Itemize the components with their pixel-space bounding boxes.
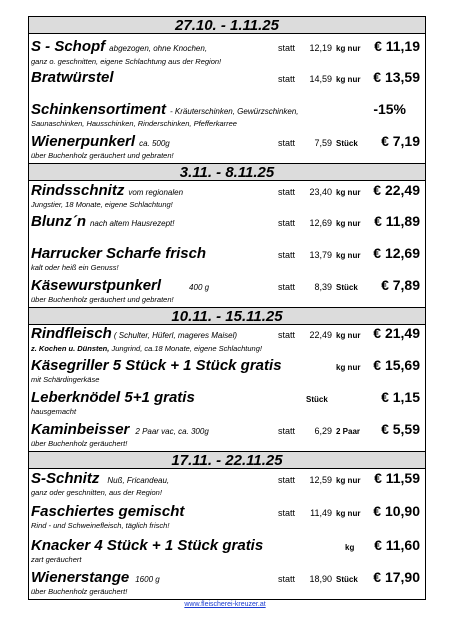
item-name: Blunz´n nach altem Hausrezept! bbox=[31, 213, 175, 230]
offer-price: € 11,89 bbox=[374, 213, 420, 229]
old-price: 13,79 bbox=[309, 250, 332, 260]
unit-label: kg nur bbox=[336, 251, 361, 260]
unit-label: kg nur bbox=[336, 509, 361, 518]
statt-label: statt bbox=[278, 218, 296, 228]
old-price: 22,49 bbox=[309, 330, 332, 340]
unit-label: Stück bbox=[336, 139, 358, 148]
item-name: Rindfleisch ( Schulter, Hüferl, mageres Maisel) bbox=[31, 325, 238, 342]
old-price: 11,49 bbox=[310, 508, 332, 518]
unit-label: kg nur bbox=[336, 219, 361, 228]
unit-label: Stück bbox=[336, 575, 358, 584]
item-subtext: mit Schärdingerkäse bbox=[31, 375, 100, 384]
old-price: 12,69 bbox=[309, 218, 332, 228]
item-name: Harrucker Scharfe frisch bbox=[31, 245, 207, 262]
item-name: Schinkensortiment - Kräuterschinken, Gewürzschinken, bbox=[31, 101, 299, 118]
item-subtext: Rind - und Schweinefleisch, täglich frisch! bbox=[31, 521, 170, 530]
item-name: Knacker 4 Stück + 1 Stück gratis bbox=[31, 537, 264, 554]
item-subtext: ganz o. geschnitten, eigene Schlachtung aus der Region! bbox=[31, 57, 222, 66]
unit-label: kg nur bbox=[336, 75, 361, 84]
statt-label: statt bbox=[278, 138, 296, 148]
item-subtext: zart geräuchert bbox=[31, 555, 82, 564]
old-price: 6,29 bbox=[314, 426, 332, 436]
offer-price: € 11,59 bbox=[374, 470, 420, 486]
statt-label: statt bbox=[278, 574, 296, 584]
week-header-4: 17.11. - 22.11.25 bbox=[28, 451, 426, 469]
unit-label: kg nur bbox=[336, 363, 361, 372]
offer-price: € 10,90 bbox=[373, 503, 420, 519]
offer-price: € 21,49 bbox=[373, 325, 420, 341]
statt-label: statt bbox=[278, 187, 296, 197]
item-name: Wienerstange 1600 g bbox=[31, 569, 160, 586]
item-name: Leberknödel 5+1 gratis bbox=[31, 389, 195, 406]
item-subtext: über Buchenholz geräuchert und gebraten! bbox=[31, 151, 174, 160]
item-subtext: z. Kochen u. Dünsten, Jungrind, ca.18 Monate, eigene Schlachtung! bbox=[31, 344, 262, 353]
item-subtext: kalt oder heiß ein Genuss! bbox=[31, 263, 119, 272]
offer-price: € 5,59 bbox=[381, 421, 420, 437]
statt-label: statt bbox=[278, 250, 296, 260]
statt-label: statt bbox=[278, 74, 296, 84]
week-header-2: 3.11. - 8.11.25 bbox=[28, 163, 426, 181]
old-price: 12,59 bbox=[309, 475, 332, 485]
item-name: S-Schnitz Nuß, Fricandeau, bbox=[31, 470, 170, 487]
unit-label: Stück bbox=[336, 283, 358, 292]
offer-price: € 7,89 bbox=[381, 277, 420, 293]
statt-label: statt bbox=[278, 426, 296, 436]
item-name: Faschiertes gemischt bbox=[31, 503, 185, 520]
item-name: S - Schopf abgezogen, ohne Knochen, bbox=[31, 38, 208, 55]
discount-percent: -15% bbox=[373, 101, 406, 117]
statt-label: statt bbox=[278, 43, 296, 53]
item-subtext: über Buchenholz geräuchert! bbox=[31, 439, 128, 448]
item-subtext: über Buchenholz geräuchert! bbox=[31, 587, 128, 596]
old-price: 18,90 bbox=[309, 574, 332, 584]
item-name: Bratwürstel bbox=[31, 69, 114, 86]
unit-label: kg nur bbox=[336, 188, 361, 197]
statt-label: statt bbox=[278, 330, 296, 340]
offer-price: € 15,69 bbox=[373, 357, 420, 373]
offer-price: € 7,19 bbox=[381, 133, 420, 149]
offer-price: € 17,90 bbox=[373, 569, 420, 585]
offer-price: € 11,19 bbox=[374, 38, 420, 54]
unit-label: Stück bbox=[306, 395, 328, 404]
old-price: 23,40 bbox=[309, 187, 332, 197]
item-name: Käsegriller 5 Stück + 1 Stück gratis bbox=[31, 357, 282, 374]
old-price: 12,19 bbox=[309, 43, 332, 53]
statt-label: statt bbox=[278, 475, 296, 485]
item-name: Käsewurstpunkerl 400 g bbox=[31, 277, 210, 294]
item-subtext: über Buchenholz geräuchert und gebraten! bbox=[31, 295, 174, 304]
unit-label: kg nur bbox=[336, 331, 361, 340]
item-subtext: hausgemacht bbox=[31, 407, 77, 416]
item-name: Wienerpunkerl ca. 500g bbox=[31, 133, 170, 150]
offer-price: € 1,15 bbox=[381, 389, 420, 405]
item-name: Kaminbeisser 2 Paar vac, ca. 300g bbox=[31, 421, 209, 438]
unit-label: 2 Paar bbox=[336, 427, 361, 436]
website-link[interactable]: www.fleischerei-kreuzer.at bbox=[184, 601, 266, 608]
week-header-1: 27.10. - 1.11.25 bbox=[28, 16, 426, 34]
item-subtext: Saunaschinken, Hausschinken, Rinderschinken, Pfefferkarree bbox=[31, 119, 237, 128]
item-subtext: Jungstier, 18 Monate, eigene Schlachtung! bbox=[31, 200, 173, 209]
statt-label: statt bbox=[278, 508, 296, 518]
old-price: 14,59 bbox=[309, 74, 332, 84]
item-name: Rindsschnitz vom regionalen bbox=[31, 182, 184, 199]
item-subtext: ganz oder geschnitten, aus der Region! bbox=[31, 488, 162, 497]
unit-label: kg bbox=[345, 543, 355, 552]
offer-price: € 13,59 bbox=[373, 69, 420, 85]
statt-label: statt bbox=[278, 282, 296, 292]
old-price: 8,39 bbox=[314, 282, 332, 292]
unit-label: kg nur bbox=[336, 476, 361, 485]
offer-price: € 12,69 bbox=[373, 245, 420, 261]
week-header-3: 10.11. - 15.11.25 bbox=[28, 307, 426, 325]
offer-price: € 22,49 bbox=[373, 182, 420, 198]
old-price: 7,59 bbox=[314, 138, 332, 148]
unit-label: kg nur bbox=[336, 44, 361, 53]
offer-price: € 11,60 bbox=[374, 537, 420, 553]
